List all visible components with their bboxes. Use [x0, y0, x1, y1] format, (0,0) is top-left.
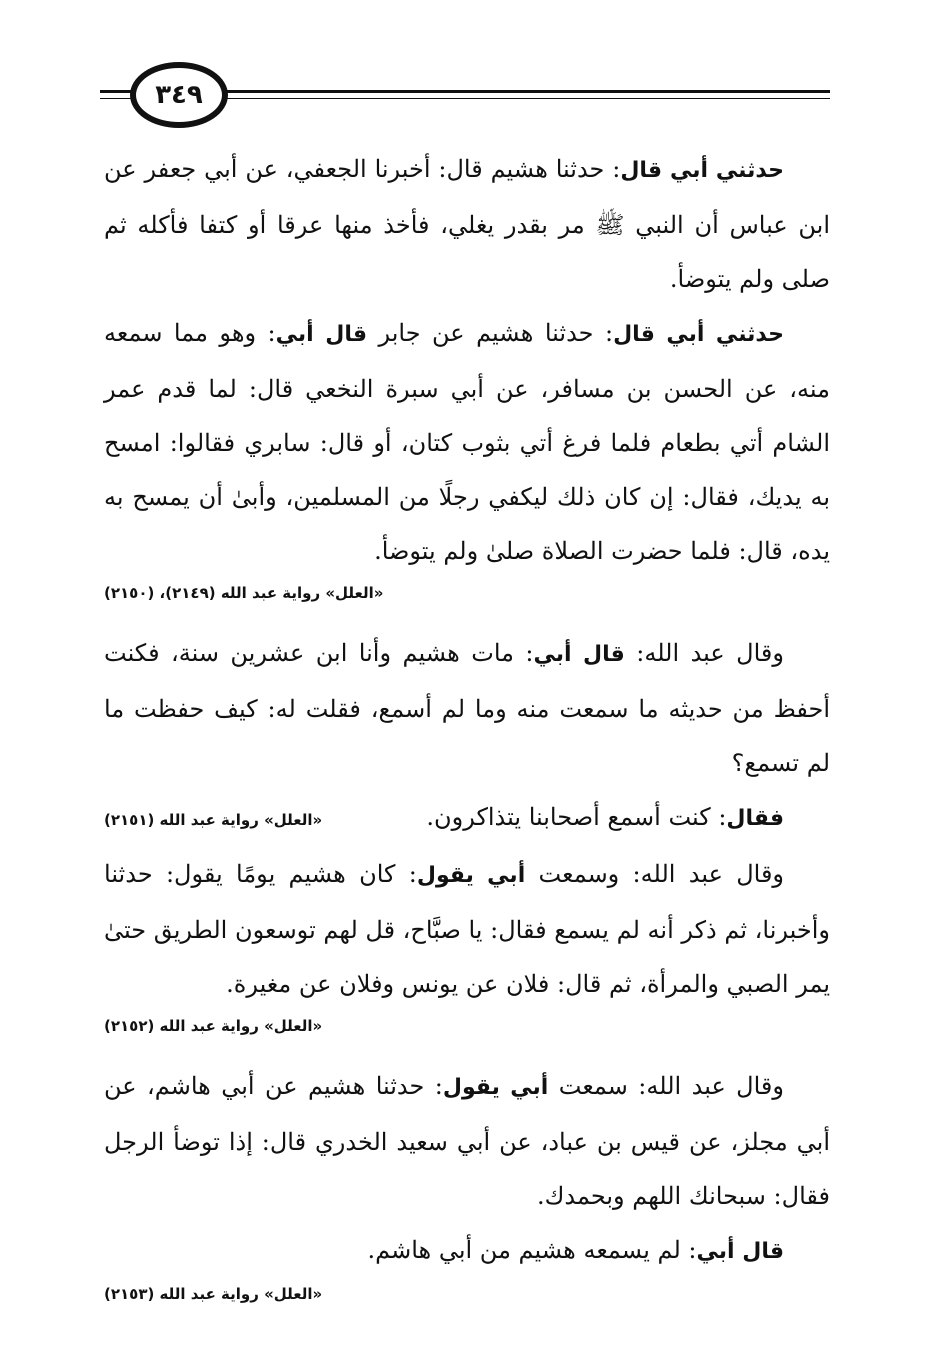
- paragraph-text: : حدثنا هشيم عن جابر: [366, 319, 614, 347]
- paragraph-text: : وهو مما سمعه منه، عن الحسن بن مسافر، عن أبي سبرة النخعي قال: لما قدم عمر الشام أتي بطعام فلما فرغ أتي بثوب كتان، أو قال: سابري فقالوا: امسح به يديك، فقال: إن كان ذلك ليكفي رجلًا من المسلمين، وأبىٰ أن يمسح به يده، قال: فلما حضرت الصلاة صلىٰ ولم يتوضأ.: [104, 319, 830, 565]
- source-citation: «العلل» رواية عبد الله (٢١٥١): [104, 811, 323, 829]
- paragraph-1: [104, 142, 830, 306]
- paragraph-text: وقال عبد الله: وسمعت: [525, 860, 785, 888]
- speaker-label: قال أبي: [275, 322, 367, 347]
- source-citation: «العلل» رواية عبد الله (٢١٥٣): [104, 1285, 323, 1303]
- speaker-label: حدثني أبي قال: [613, 322, 784, 347]
- paragraph-text: : حدثنا هشيم قال: أخبرنا الجعفي، عن أبي جعفر عن ابن عباس أن النبي ﷺ مر بقدر يغلي، فأخذ منها عرقا أو كتفا فأكله ثم صلى ولم يتوضأ.: [104, 155, 830, 293]
- paragraph-text: وقال عبد الله:: [624, 639, 784, 667]
- paragraph-7: [104, 1223, 830, 1279]
- paragraph-2: [104, 306, 830, 578]
- speaker-label: قال أبي: [696, 1239, 784, 1264]
- paragraph-text: وقال عبد الله: سمعت: [548, 1072, 784, 1100]
- paragraph-3: [104, 626, 830, 790]
- paragraph-text: : مات هشيم وأنا ابن عشرين سنة، فكنت أحفظ من حديثه ما سمعت منه وما لم أسمع، فقلت له: كيف حفظت ما لم تسمع؟: [104, 639, 830, 777]
- speaker-label: أبي يقول: [442, 1075, 549, 1100]
- paragraph-text: : كان هشيم يومًا يقول: حدثنا وأخبرنا، ثم ذكر أنه لم يسمع فقال: يا صبَّاح، قل لهم توسعون الطريق حتىٰ يمر الصبي والمرأة، ثم قال: فلان عن يونس وفلان عن مغيرة.: [104, 860, 830, 998]
- page-header: [100, 62, 830, 140]
- paragraph-text: : لم يسمعه هشيم من أبي هاشم.: [367, 1236, 697, 1264]
- paragraph-text: : حدثنا هشيم عن أبي هاشم، عن أبي مجلز، عن قيس بن عباد، عن أبي سعيد الخدري قال: إذا توضأ الرجل فقال: سبحانك اللهم وبحمدك.: [104, 1072, 831, 1210]
- paragraph-6: [104, 1059, 830, 1223]
- paragraph-text: : كنت أسمع أصحابنا يتذاكرون.: [426, 803, 727, 831]
- paragraph-5: [104, 847, 830, 1011]
- paragraph-4: [426, 790, 830, 846]
- source-citation: «العلل» رواية عبد الله (٢١٥٢): [104, 1017, 323, 1035]
- speaker-label: حدثني أبي قال: [620, 158, 784, 183]
- paragraph-4-row: [104, 790, 830, 847]
- speaker-label: أبي يقول: [416, 863, 526, 888]
- speaker-label: قال أبي: [533, 642, 625, 667]
- speaker-label: فقال: [726, 806, 784, 831]
- source-citation: «العلل» رواية عبد الله (٢١٤٩)، (٢١٥٠): [104, 584, 384, 602]
- page-body: [104, 142, 830, 1327]
- page-number: ٣٤٩: [130, 62, 228, 128]
